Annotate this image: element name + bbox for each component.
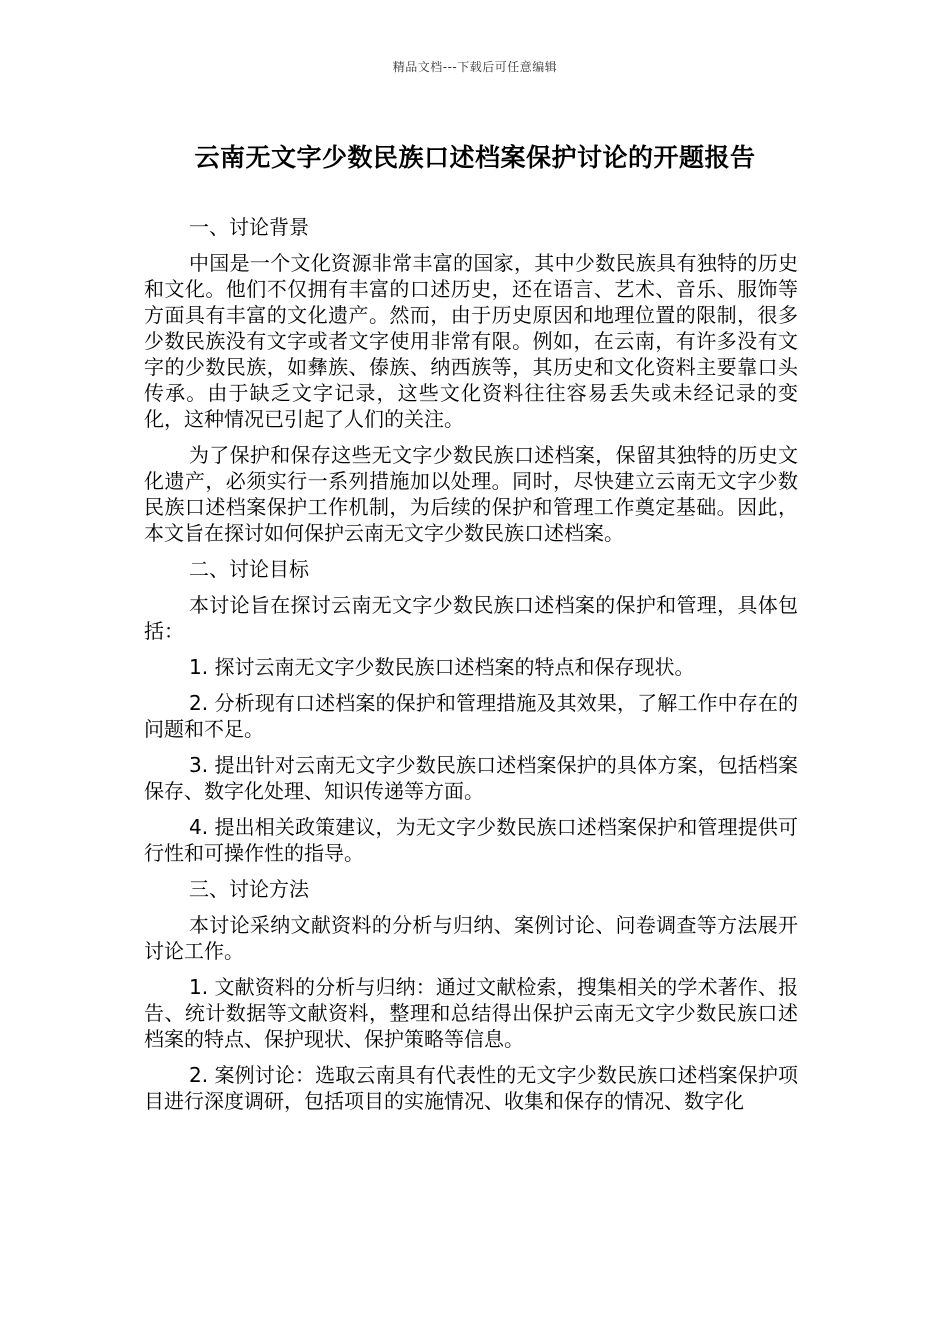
section-heading-background: 一、讨论背景: [189, 215, 309, 239]
document-body: [144, 214, 798, 1124]
header-note: 精品文档---下载后可任意编辑: [392, 60, 558, 74]
list-item-goal-3: 3. 提出针对云南无文字少数民族口述档案保护的具体方案，包括档案保存、数字化处理、知识传递等方面。: [144, 753, 798, 803]
paragraph-background-2: 为了保护和保存这些无文字少数民族口述档案，保留其独特的历史文化遗产，必须实行一系列措施加以处理。同时，尽快建立云南无文字少数民族口述档案保护工作机制，为后续的保护和管理工作奠定基础。因此，本文旨在探讨如何保护云南无文字少数民族口述档案。: [144, 443, 798, 545]
list-item-goal-2: 2. 分析现有口述档案的保护和管理措施及其效果，了解工作中存在的问题和不足。: [144, 691, 798, 741]
paragraph-methods-intro: 本讨论采纳文献资料的分析与归纳、案例讨论、问卷调查等方法展开讨论工作。: [144, 913, 798, 963]
list-item-method-2: 2. 案例讨论：选取云南具有代表性的无文字少数民族口述档案保护项目进行深度调研，包括项目的实施情况、收集和保存的情况、数字化: [144, 1063, 798, 1113]
paragraph-goals-intro: 本讨论旨在探讨云南无文字少数民族口述档案的保护和管理，具体包括：: [144, 593, 798, 643]
list-item-method-1: 1. 文献资料的分析与归纳：通过文献检索，搜集相关的学术著作、报告、统计数据等文献资料，整理和总结得出保护云南无文字少数民族口述档案的特点、保护现状、保护策略等信息。: [144, 975, 798, 1051]
paragraph-background-1: 中国是一个文化资源非常丰富的国家，其中少数民族具有独特的历史和文化。他们不仅拥有丰富的口述历史，还在语言、艺术、音乐、服饰等方面具有丰富的文化遗产。然而，由于历史原因和地理位置的限制，很多少数民族没有文字或者文字使用非常有限。例如，在云南，有许多没有文字的少数民族，如彝族、傣族、纳西族等，其历史和文化资料主要靠口头传承。由于缺乏文字记录，这些文化资料往往容易丢失或未经记录的变化，这种情况已引起了人们的关注。: [144, 251, 798, 431]
list-item-goal-4: 4. 提出相关政策建议，为无文字少数民族口述档案保护和管理提供可行性和可操作性的指导。: [144, 815, 798, 865]
list-item-goal-1: 1. 探讨云南无文字少数民族口述档案的特点和保存现状。: [189, 655, 695, 679]
section-heading-methods: 三、讨论方法: [189, 877, 309, 901]
section-heading-goals: 二、讨论目标: [189, 557, 309, 581]
document-title: 云南无文字少数民族口述档案保护讨论的开题报告: [194, 143, 756, 172]
